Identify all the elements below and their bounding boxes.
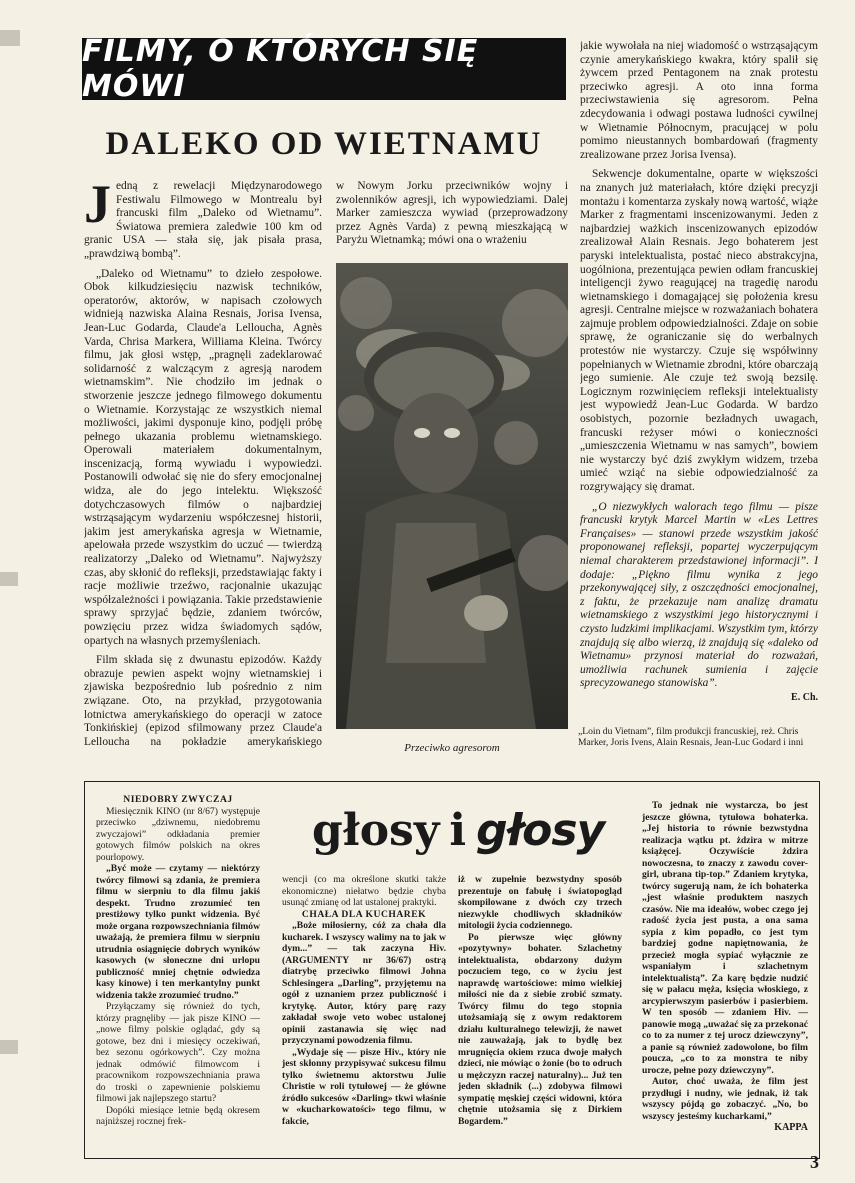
soldier-photo-illustration [336,263,568,729]
article-paragraph: Sekwencje dokumentalne, oparte w większości na znanych już materiałach, które dzięki precyzji montażu i komentarza zyskały nową wartość, wiąże Marker z fragmentami inscenizowanymi. Jeden z najbardziej ważkich inscenizowanych epizodów zrealizował Alain Resnais. Jego bohaterem jest paryski intelektualista, postać nieco abstrakcyjna, uogólniona, prezentująca pewien odłam francuskiej inteligencji żywo reagującej na tragedię narodu wietnamskiego i domagającej się położenia kresu agresji. Centralne miejsce w rozważaniach bohatera zajmuje problem odpowiedzialności. Zdaje on sobie sprawę, że ograniczanie się do werbalnych protestów nie wystarczy. Czuje się współwinny popełnianych w Wietnamie zbrodni, które obarczają jego sumienie. Ale czuje też swoją bezsilę. Logicznym rozwinięciem refleksji intelektualisty jest wypowiedź Jean-Luc Godarda. W bardzo osobistych, pozornie bezładnych uwagach, francuski reżyser mówi o konieczności „umieszczenia Wietnamu w nas samych”, bowiem nie wystarczy być dziś zwykłym widzem, trzeba umieć wziąć na siebie odpowiedzialność za rozgrywający się dramat. [580,168,818,493]
page-number: 3 [810,1152,819,1172]
glosy-paragraph: iż w zupełnie bezwstydny sposób prezentuje on fabułę i światopogląd skompilowane z dwóch czy trzech niezwykle chodliwych składników mitologii życia codziennego. [458,874,622,931]
glosy-column-2 [282,874,446,1154]
article-signature: E. Ch. [791,691,818,703]
glosy-title [312,800,612,860]
film-credit: „Loin du Vietnam”, film produkcji francuskiej, reż. Chris Marker, Joris Ivens, Alain Resnais, Jean-Luc Godard i inni [578,726,804,749]
glosy-paragraph: wencji (co ma określone skutki także ekonomiczne) niełatwo będzie chyba usunąć zmianę od lat ustalonej praktyki. [282,874,446,908]
article-column-2 [336,180,568,256]
glosy-column-1 [96,794,260,1154]
photo-caption: Przeciwko agresorom [404,742,500,754]
glosy-column-3 [458,874,622,1154]
section-banner: FILMY, O KTÓRYCH SIĘ MÓWI [82,38,566,100]
glosy-signature: KAPPA [774,1122,808,1133]
glosy-column-4 [642,800,808,1154]
glosy-title-left: głosy [312,804,440,856]
glosy-paragraph: „Boże miłosierny, cóż za chała dla kucharek. I wszyscy walimy na to jak w dym...” — tak zaczyna Hiv. (ARGUMENTY nr 36/67) ostrą diatrybę przeciwko filmowi Johna Schlesingera „Darling”, przyjętemu na ogół z uznaniem przez publiczność i krytykę. Autor, który parę razy zakładał swoje veto wobec ustalonej opinii zastanawia się więc nad przyczynami powodzenia filmu. [282,920,446,1046]
glosy-subhead: CHAŁA DLA KUCHAREK [301,908,427,920]
article-headline: DALEKO OD WIETNAMU [105,126,543,162]
glosy-title-right: głosy [476,804,605,856]
binder-mark-middle [0,572,18,586]
glosy-title-connector: i [449,804,467,856]
article-paragraph: jakie wywołała na niej wiadomość o wstrząsającym czynie amerykańskiego kwakra, który spalił się żywcem przed Pentagonem na znak protestu przeciwko agresji. A oto inna forma przeciwstawienia się agresorom. Pełna zdecydowania i odwagi postawa ludności cywilnej w Wietnamie Północnym, pracującej w polu pomimo nieustannych bombardowań (fragmenty zrealizowane przez Jorisa Ivensa). [580,40,818,161]
article-lead: Jedną z rewelacji Międzynarodowego Festiwalu Filmowego w Montrealu był francuski film „Daleko od Wietnamu”. Światowa premiera zaledwie 100 km od granic USA — stała się, jak pisała prasa, „prawdziwą bombą”. [84,180,322,260]
glosy-paragraph: Przyłączamy się również do tych, którzy pragnęliby — jak pisze KINO — „nowe filmy polskie oglądać, gdy są gotowe, bez dni i miesięcy oczekiwań, bez sezonu ogórkowych”. Czy można jednak odmówić filmowcom i pracownikom rozpowszechniania prawa do troski o zapewnienie polskiemu filmowi jak najlepszego startu? [96,1001,260,1104]
glosy-paragraph: „Wydaje się — pisze Hiv., który nie jest skłonny przypisywać sukcesu filmu tylko świetnemu aktorstwu Julie Christie w roli tytułowej — że główne źródło sukcesów «Darling» tkwi właśnie w «kucharkowatości» tego filmu, w fakcie, [282,1046,446,1127]
glosy-paragraph: Dopóki miesiące letnie będą okresem najniższej rocznej frek- [96,1104,260,1127]
glosy-paragraph: To jednak nie wystarcza, bo jest jeszcze główna, tytułowa bohaterka. „Jej historia to równie bezwstydna realizacja wątku pt. żdzira w mitrze książęcej. Oczywiście żdzira nowoczesna, to znaczy z zawodu cover-girl, ubrana tip-top.” Zdaniem krytyka, twórcy sugerują nam, że ich bohaterka „jest właśnie produktem naszych czasów. Nie ma ideałów, wobec czego jej radość życia jest pusta, a ona sama sypia z kim popadło, co jest tym bardziej godne napiętnowania, że przecież mogła sypiać wyłącznie ze wspaniałym i szlachetnym intelektualistą”. Za karę będzie nudzić się w pałacu męża, księcia włoskiego, z arcypierwszym pasierbów i pasierbiem. W ten sposób — zdaniem Hiv. — panowie mogą „uważać się za przekonać co to za numer z tej urocz dziewczyny”, a panie są również zadowolone, bo film poucza, „co to za monstra te niby urocze, pełne pozy dziewczyny”. [642,800,808,1076]
article-paragraph: Film składa się z dwunastu epizodów. Każdy obrazuje pewien aspekt wojny wietnamskiej i zjawiska bezpośrednio lub pośrednio z nim związane. Oto, na przykład, przygotowania lotnictwa amerykańskiego do operacji w zatoce Tonkińskiej (epizod sfilmowany przez Claude'a Lelloucha na pokładzie amerykańskiego [84,654,322,748]
binder-mark-top [0,30,20,46]
glosy-paragraph: Po pierwsze więc główny «pozytywny» bohater. Szlachetny intelektualista, obdarzony dużym poczuciem tego, co w życiu jest naprawdę wartościowe: mimo wielkiej miłości nie da z siebie zrobić szmaty. Twórcy filmu do tego stopnia utożsamiają się z owym redaktorem działu kulturalnego telewizji, że nawet nie zauważają, jak to bydlę bez mrugnięcia okiem rzuca dwoje małych dzieci, nie mówiąc o żonie (bo to odruch u mężczyzn raczej naturalny)... Już ten jeden składnik (...) zdobywa filmowi sympatię męskiej części widowni, która chętnie utożsamia się z Dirkiem Bogardem.” [458,931,622,1127]
article-column-1 [84,180,322,750]
article-photo [336,263,568,729]
article-paragraph: w Nowym Jorku przeciwników wojny i zwolenników agresji, ich wypowiedziami. Dalej Marker zamieszcza wywiad (przeprowadzony przez Agnès Varda) z pewną mieszkającą w Paryżu Wietnamką; mówi ona o wrażeniu [336,180,568,247]
glosy-subhead: NIEDOBRY ZWYCZAJ [123,794,233,805]
glosy-paragraph: Miesięcznik KINO (nr 8/67) występuje przeciwko „dziwnemu, niedobremu zwyczajowi” odkładania premier gotowych filmów polskich na okres pourlopowy. [96,805,260,863]
article-column-3 [580,40,818,722]
article-quote: „O niezwykłych walorach tego filmu — pisze francuski krytyk Marcel Martin w «Les Lettres Françaises» — stanowi przede wszystkim jakość proponowanej refleksji, popartej wyczerpującym niemal charakterem przedstawionej informacji”. I dodaje: „Piękno filmu wynika z jego przekonywającej siły, z oszczędności emocjonalnej, z faktu, że przekazuje nam analizę dramatu wietnamskiego z wszystkimi jego historycznymi i czysto ludzkimi implikacjami. Wszystkim tym, którzy znajdują się albo wierzą, iż znajdują się «daleko od Wietnamu» przynosi materiał do rozważań, umożliwia rachunek sumienia i zajęcie sprecyzowanego stanowiska”. [580,500,818,690]
article-paragraph: „Daleko od Wietnamu” to dzieło zespołowe. Obok kilkudziesięciu nazwisk techników, operatorów, aktorów, w napisach czołowych widnieją nazwiska Alaina Resnais, Jorisa Ivensa, Jean-Luc Godarda, Claude'a Lelloucha, Agnès Varda, Chrisa Markera, Williama Kleina. Twórcy filmu, jak głosi wstęp, „pragnęli zadeklarować solidarność z walczącym z agresją narodem wietnamskim”. Nie chodziło im jednak o stworzenie jeszcze jednego filmowego dokumentu o Wietnamie. Korzystając ze wszystkich niemal możliwości, jakimi dysponuje kino, podjęli próbę pełnego ukazania problemu wietnamskiego. Operowali materiałem dokumentalnym, inscenizacją, formą wywiadu i wypowiedzi. Postanowili odwołać się nie do sfery emocjonalnej widza, ale do jego intelektu. Większość dotychczasowych filmów o najbardziej wstrząsającym wydarzeniu współczesnej historii, jakim jest amerykańska agresja w Wietnamie, apelowała przede wszystkim do uczuć — twierdzą realizatorzy „Daleko od Wietnamu”. Najwyższy czas, aby skłonić do refleksji, przedstawiając fakty i racje możliwie trzeźwo, racjonalnie ukazując współzależności i powiązania. Takie przedstawienie sprawy sprzyjać będzie, zdaniem twórców, powzięciu przez widza świadomych sądów, opartych na własnych przemyśleniach. [84,267,322,647]
glosy-paragraph: Autor, choć uważa, że film jest przydługi i nudny, wie jednak, iż tak wszyscy pójdą go zobaczyć. „No, bo wszyscy jesteśmy kucharkami,” [642,1076,808,1122]
glosy-paragraph: „Być może — czytamy — niektórzy twórcy filmowi są zdania, że premiera filmu w sierpniu to dla filmu jakiś despekt. Trudno zrozumieć ten prestiżowy tylko punkt widzenia. Być może organa rozpowszechniania filmów uważają, że premiera filmu w sierpniu utrudnia osiągnięcie dobrych wyników kasowych (w słoneczne dni urlopu publiczność mniej chętnie odwiedza kasy kinowe) i ten merkantylny punkt widzenia także zrozumieć trudno.” [96,863,260,1001]
drop-cap: J [84,180,111,234]
binder-mark-bottom [0,1040,18,1054]
